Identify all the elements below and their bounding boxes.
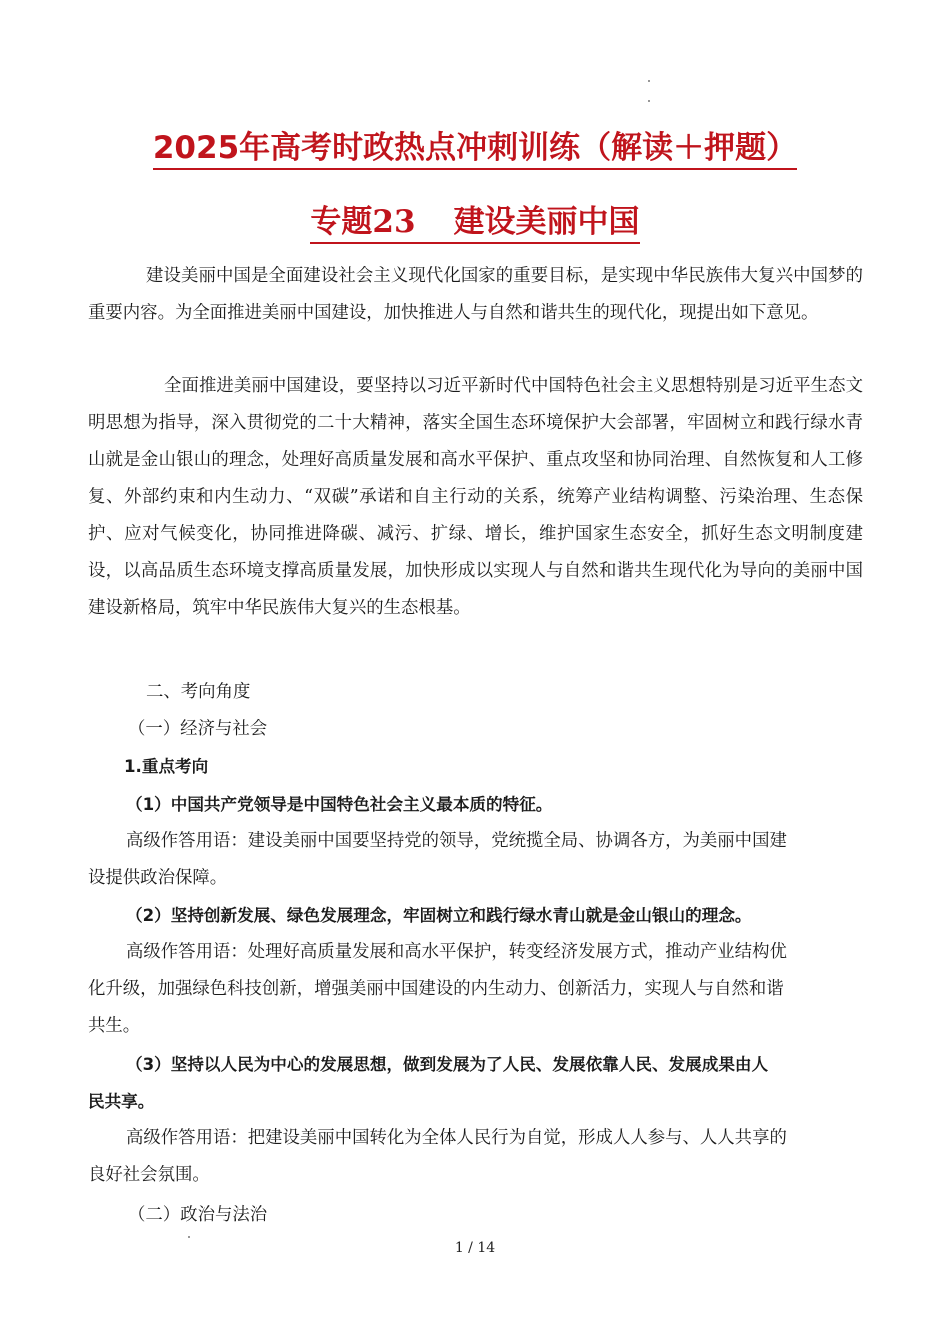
- point-heading-continued: 民共享。: [88, 1092, 155, 1111]
- subtitle-text: [310, 204, 639, 244]
- answer-text: 高级作答用语：建设美丽中国要坚持党的领导，党统揽全局、协调各方，为美丽中国建: [126, 831, 787, 851]
- subsection-heading-politics: （二）政治与法治: [128, 1205, 268, 1225]
- subtitle-number: 23: [372, 204, 416, 240]
- answer-text: 高级作答用语：把建设美丽中国转化为全体人民行为自觉，形成人人参与、人人共享的: [126, 1128, 787, 1148]
- subsection-heading-economy: （一）经济与社会: [128, 719, 268, 739]
- document-title-text: 2025年高考时政热点冲刺训练（解读＋押题）: [153, 130, 797, 170]
- point-heading: （2）坚持创新发展、绿色发展理念，牢固树立和践行绿水青山就是金山银山的理念。: [126, 906, 752, 925]
- answer-text: 高级作答用语：处理好高质量发展和高水平保护，转变经济发展方式，推动产业结构优: [126, 942, 787, 962]
- section-heading: 二、考向角度: [146, 682, 251, 702]
- focus-heading: 1.重点考向: [124, 757, 209, 776]
- answer-text: 良好社会氛围。: [88, 1165, 210, 1185]
- point-heading: （3）坚持以人民为中心的发展思想，做到发展为了人民、发展依靠人民、发展成果由人: [126, 1055, 769, 1074]
- point-heading: （1）中国共产党领导是中国特色社会主义最本质的特征。: [126, 795, 553, 814]
- answer-text: 共生。: [88, 1016, 141, 1036]
- scan-speck: [188, 1236, 190, 1238]
- page-number: 1 / 14: [454, 1240, 496, 1256]
- scan-speck: [648, 100, 650, 102]
- document-title: [0, 122, 950, 167]
- subtitle-topic: 建设美丽中国: [453, 204, 640, 240]
- guideline-paragraph: 全面推进美丽中国建设，要坚持以习近平新时代中国特色社会主义思想特别是习近平生态文明思想为指导，深入贯彻党的二十大精神，落实全国生态环境保护大会部署，牢固树立和践行绿水青山就是金山银山的理念，处理好高质量发展和高水平保护、重点攻坚和协同治理、自然恢复和人工修复、外部约束和内生动力、“双碳”承诺和自主行动的关系，统筹产业结构调整、污染治理、生态保护、应对气候变化，协同推进降碳、减污、扩绿、增长，维护国家生态安全，抓好生态文明制度建设，以高品质生态环境支撑高质量发展，加快形成以实现人与自然和谐共生现代化为导向的美丽中国建设新格局，筑牢中华民族伟大复兴的生态根基。: [88, 376, 863, 618]
- answer-text: 化升级，加强绿色科技创新，增强美丽中国建设的内生动力、创新活力，实现人与自然和谐: [88, 979, 784, 999]
- subtitle-prefix: 专题: [310, 204, 373, 240]
- intro-paragraph: 建设美丽中国是全面建设社会主义现代化国家的重要目标，是实现中华民族伟大复兴中国梦的重要内容。为全面推进美丽中国建设，加快推进人与自然和谐共生的现代化，现提出如下意见。: [88, 266, 863, 323]
- scan-speck: [648, 80, 650, 82]
- answer-text: 设提供政治保障。: [88, 868, 228, 888]
- document-subtitle: [0, 196, 950, 241]
